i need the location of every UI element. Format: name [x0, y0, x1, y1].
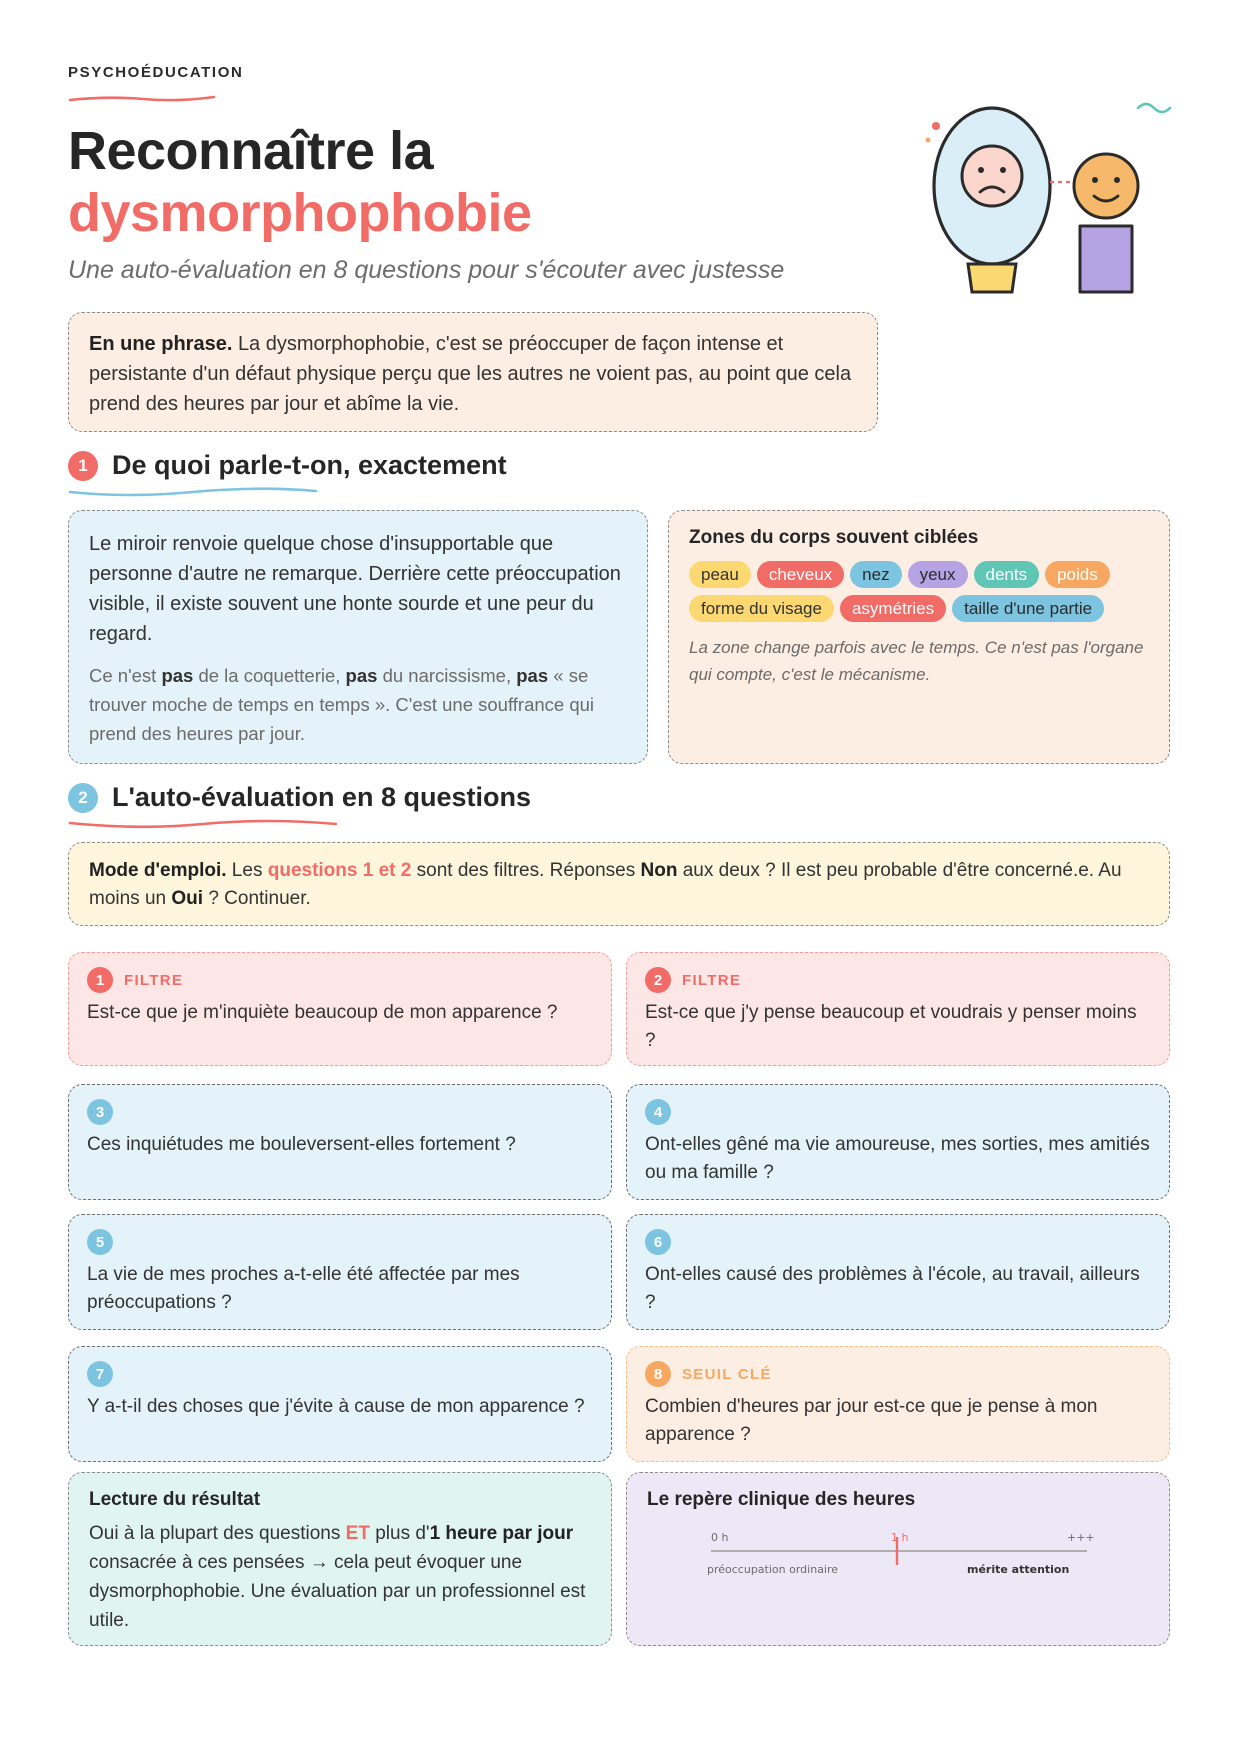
- section-2-title: L'auto-évaluation en 8 questions: [112, 782, 531, 812]
- question-number: 2: [645, 967, 671, 993]
- question-text: Est-ce que j'y pense beaucoup et voudrais y penser moins ?: [645, 1002, 1137, 1051]
- question-card-3: [68, 1084, 612, 1200]
- body-zone-tag: nez: [850, 561, 901, 588]
- instructions-box: Mode d'emploi. Les questions 1 et 2 sont des filtres. Réponses Non aux deux ? Il est peu probable d'être concerné.e. Au moins un Oui ? Continuer.: [68, 842, 1170, 926]
- scale-start-label: 0 h: [711, 1531, 729, 1544]
- title-line-1: Reconnaître la: [68, 121, 434, 181]
- hours-scale-title: Le repère clinique des heures: [647, 1489, 916, 1510]
- eyebrow: PSYCHOÉDUCATION: [68, 64, 244, 81]
- question-card-7: [68, 1346, 612, 1462]
- question-number: 6: [645, 1229, 671, 1255]
- question-card-2: [626, 952, 1170, 1066]
- question-number: 5: [87, 1229, 113, 1255]
- question-number: 1: [87, 967, 113, 993]
- body-zones-title: Zones du corps souvent ciblées: [689, 527, 979, 548]
- result-title: Lecture du résultat: [89, 1489, 261, 1510]
- question-text: Est-ce que je m'inquiète beaucoup de mon apparence ?: [87, 1002, 558, 1023]
- question-number: 7: [87, 1361, 113, 1387]
- mirror-illustration: [920, 96, 1180, 306]
- question-text: Ont-elles causé des problèmes à l'école, au travail, ailleurs ?: [645, 1264, 1140, 1313]
- body-zone-tag: forme du visage: [689, 595, 834, 622]
- definition-box: [68, 510, 648, 764]
- question-card-4: [626, 1084, 1170, 1200]
- section-2-number: 2: [68, 783, 98, 813]
- scale-threshold-label: 1 h: [891, 1531, 909, 1544]
- body-zones-tags: [689, 561, 1149, 622]
- question-text: Y a-t-il des choses que j'évite à cause de mon apparence ?: [87, 1396, 585, 1417]
- intro-callout: [68, 312, 878, 432]
- page-title: [68, 120, 532, 244]
- body-zone-tag: taille d'une partie: [952, 595, 1104, 622]
- intro-text: La dysmorphophobie, c'est se préoccuper de façon intense et persistante d'un défaut physique perçu que les autres ne voient pas, au point que cela prend des heures par jour et abîme la vie.: [89, 333, 852, 415]
- intro-lead: En une phrase.: [89, 333, 233, 355]
- question-label: FILTRE: [124, 971, 184, 989]
- question-number: 8: [645, 1361, 671, 1387]
- body-zones-box: [668, 510, 1170, 764]
- question-card-6: [626, 1214, 1170, 1330]
- question-text: Combien d'heures par jour est-ce que je pense à mon apparence ?: [645, 1396, 1098, 1445]
- section-2-underline: [68, 818, 338, 830]
- section-1-heading: [68, 450, 507, 481]
- section-1-number: 1: [68, 451, 98, 481]
- body-zone-tag: asymétries: [840, 595, 946, 622]
- definition-clarification: Ce n'est pas de la coquetterie, pas du narcissisme, pas « se trouver moche de temps en temps ». C'est une souffrance qui prend des heures par jour.: [89, 665, 595, 744]
- question-number: 3: [87, 1099, 113, 1125]
- section-1-underline: [68, 486, 318, 498]
- scale-right-caption: mérite attention: [967, 1563, 1070, 1576]
- section-2-heading: [68, 782, 531, 813]
- question-text: Ont-elles gêné ma vie amoureuse, mes sorties, mes amitiés ou ma famille ?: [645, 1134, 1150, 1183]
- definition-text: Le miroir renvoie quelque chose d'insupportable que personne d'autre ne remarque. Derrière cette préoccupation visible, il existe souvent une honte sourde et une peur du regard.: [89, 533, 621, 645]
- subtitle: Une auto-évaluation en 8 questions pour s'écouter avec justesse: [68, 256, 785, 284]
- hours-scale-box: [626, 1472, 1170, 1646]
- body-zones-note: La zone change parfois avec le temps. Ce n'est pas l'organe qui compte, c'est le mécanisme.: [689, 638, 1144, 684]
- question-card-1: [68, 952, 612, 1066]
- result-text: Oui à la plupart des questions ET plus d'1 heure par jour consacrée à ces pensées → cela peut évoquer une dysmorphophobie. Une évaluation par un professionnel est utile.: [89, 1523, 586, 1631]
- scale-left-caption: préoccupation ordinaire: [707, 1563, 839, 1576]
- question-label: SEUIL CLÉ: [682, 1365, 772, 1383]
- question-label: FILTRE: [682, 971, 742, 989]
- body-zone-tag: cheveux: [757, 561, 844, 588]
- body-zone-tag: dents: [974, 561, 1040, 588]
- result-reading-box: [68, 1472, 612, 1646]
- scale-end-label: +++: [1067, 1531, 1095, 1544]
- question-card-5: [68, 1214, 612, 1330]
- question-number: 4: [645, 1099, 671, 1125]
- question-card-8: [626, 1346, 1170, 1462]
- title-line-2: dysmorphophobie: [68, 183, 532, 243]
- body-zone-tag: peau: [689, 561, 751, 588]
- section-1-title: De quoi parle-t-on, exactement: [112, 450, 507, 480]
- question-text: Ces inquiétudes me bouleversent-elles fortement ?: [87, 1134, 516, 1155]
- body-zone-tag: poids: [1045, 561, 1110, 588]
- question-text: La vie de mes proches a-t-elle été affectée par mes préoccupations ?: [87, 1264, 520, 1313]
- body-zone-tag: yeux: [908, 561, 968, 588]
- eyebrow-underline: [68, 94, 218, 104]
